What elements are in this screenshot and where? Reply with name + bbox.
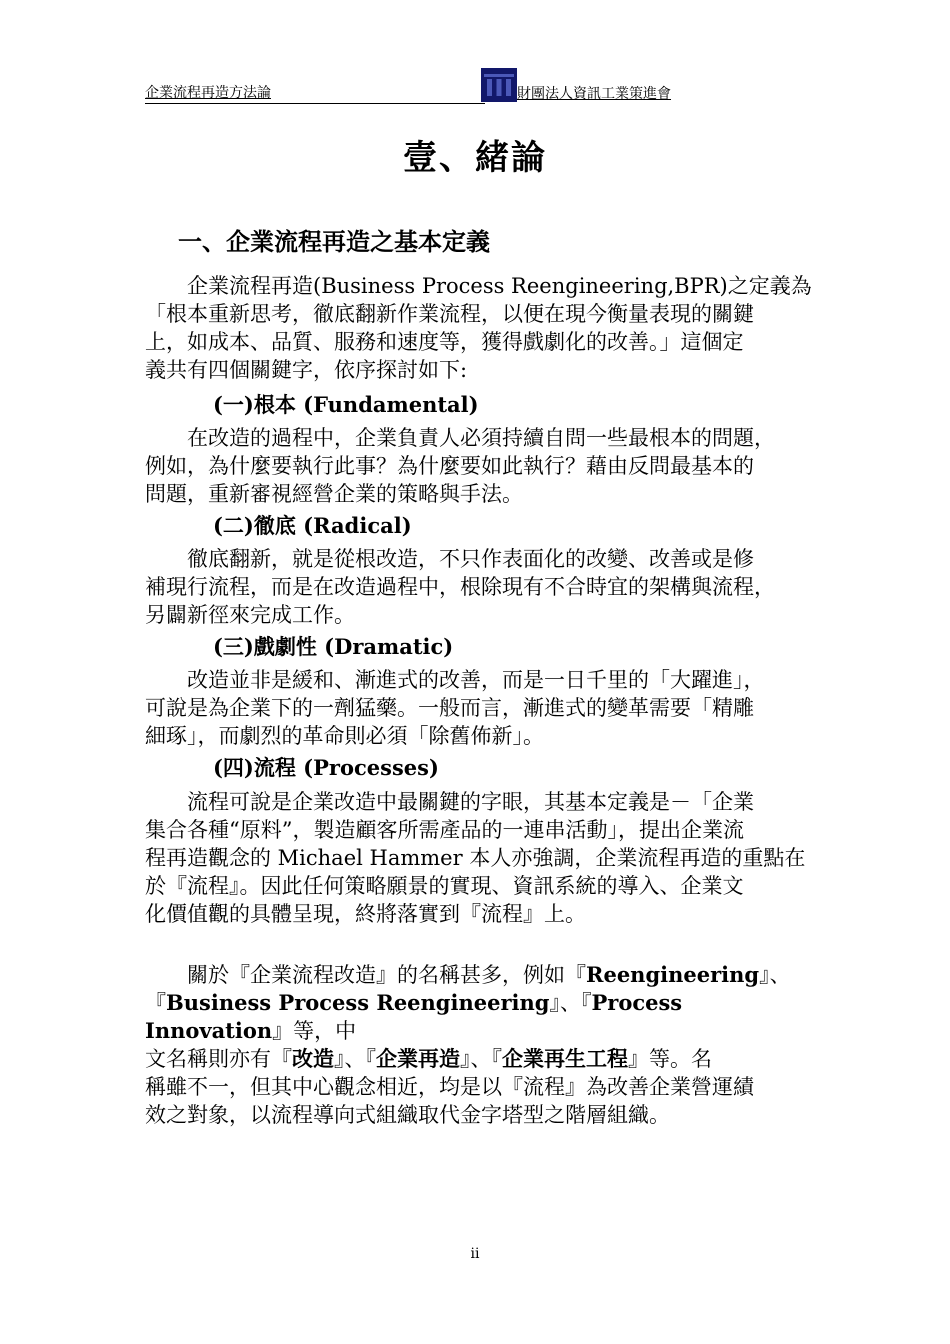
- term-reengineering: Reengineering: [586, 962, 760, 987]
- term-process-innovation: Process Innovation: [145, 990, 683, 1043]
- paragraph-line: 關於『企業流程改造』的名稱甚多，例如『Reengineering』、: [187, 962, 791, 987]
- intro-line: 「根本重新思考，徹底翻新作業流程，以便在現今衡量表現的關鍵: [145, 302, 754, 326]
- paragraph-line: 例如，為什麼要執行此事？為什麼要如此執行？藉由反問最基本的: [145, 454, 754, 478]
- keyword-paragraph-processes: [145, 788, 825, 928]
- iii-logo-icon: [481, 68, 517, 102]
- term-qiye-zaizao: 企業再造: [376, 1046, 460, 1071]
- paragraph-line: 流程可說是企業改造中最關鍵的字眼，其基本定義是－「企業: [187, 790, 754, 814]
- paragraph-line: 於『流程』。因此任何策略願景的實現、資訊系統的導入、企業文: [145, 874, 744, 898]
- term-bpr: Business Process Reengineering: [166, 990, 550, 1015]
- paragraph-line: 可說是為企業下的一劑猛藥。一般而言，漸進式的變革需要「精雕: [145, 696, 754, 720]
- keyword-paragraph-radical: [145, 545, 825, 629]
- intro-line: 上，如成本、品質、服務和速度等，獲得戲劇化的改善。」這個定: [145, 330, 744, 354]
- keyword-heading-radical: (二)徹底 (Radical): [213, 513, 412, 538]
- keyword-heading-processes: (四)流程 (Processes): [213, 755, 439, 780]
- paragraph-line: 程再造觀念的 Michael Hammer 本人亦強調，企業流程再造的重點在: [145, 846, 806, 870]
- keyword-paragraph-dramatic: [145, 666, 825, 750]
- paragraph-line: 在改造的過程中，企業負責人必須持續自問一些最根本的問題，: [187, 426, 775, 450]
- paragraph-line: 效之對象，以流程導向式組織取代金字塔型之階層組織。: [145, 1103, 670, 1127]
- paragraph-line: 改造並非是緩和、漸進式的改善，而是一日千里的「大躍進」，: [187, 668, 765, 692]
- header-document-title: 企業流程再造方法論: [145, 82, 485, 104]
- page-header: [145, 68, 695, 104]
- page-number: ii: [470, 1246, 480, 1262]
- term-gaizao: 改造: [292, 1046, 334, 1071]
- term-qiye-zaisheng-gongcheng: 企業再生工程: [502, 1046, 628, 1071]
- paragraph-line: 徹底翻新，就是從根改造，不只作表面化的改變、改善或是修: [187, 547, 754, 571]
- keyword-heading-dramatic: (三)戲劇性 (Dramatic): [213, 634, 454, 659]
- paragraph-line: 補現行流程，而是在改造過程中，根除現有不合時宜的架構與流程，: [145, 575, 775, 599]
- section-heading: 一、企業流程再造之基本定義: [178, 227, 490, 256]
- paragraph-line: 集合各種“原料”，製造顧客所需產品的一連串活動」，提出企業流: [145, 818, 744, 842]
- paragraph-line: 化價值觀的具體呈現，終將落實到『流程』上。: [145, 902, 586, 926]
- intro-paragraph: [145, 272, 825, 384]
- keyword-heading-fundamental: (一)根本 (Fundamental): [213, 392, 479, 417]
- paragraph-line: 細琢」，而劇烈的革命則必須「除舊佈新」。: [145, 724, 544, 748]
- paragraph-line: 問題，重新審視經營企業的策略與手法。: [145, 482, 523, 506]
- intro-line: 企業流程再造(Business Process Reengineering,BPR)之定義為: [187, 274, 812, 298]
- intro-line: 義共有四個關鍵字，依序探討如下:: [145, 358, 468, 382]
- header-organization-name: 財團法人資訊工業策進會: [517, 86, 671, 102]
- paragraph-line: 『Business Process Reengineering』、『Process Innovation』等，中: [145, 990, 683, 1043]
- closing-paragraph: [145, 961, 825, 1129]
- paragraph-line: 稱雖不一，但其中心觀念相近，均是以『流程』為改善企業營運績: [145, 1075, 754, 1099]
- keyword-paragraph-fundamental: [145, 424, 825, 508]
- paragraph-line: 文名稱則亦有『改造』、『企業再造』、『企業再生工程』等。名: [145, 1046, 712, 1071]
- chapter-title: 壹、緒論: [403, 138, 547, 178]
- paragraph-line: 另闢新徑來完成工作。: [145, 603, 355, 627]
